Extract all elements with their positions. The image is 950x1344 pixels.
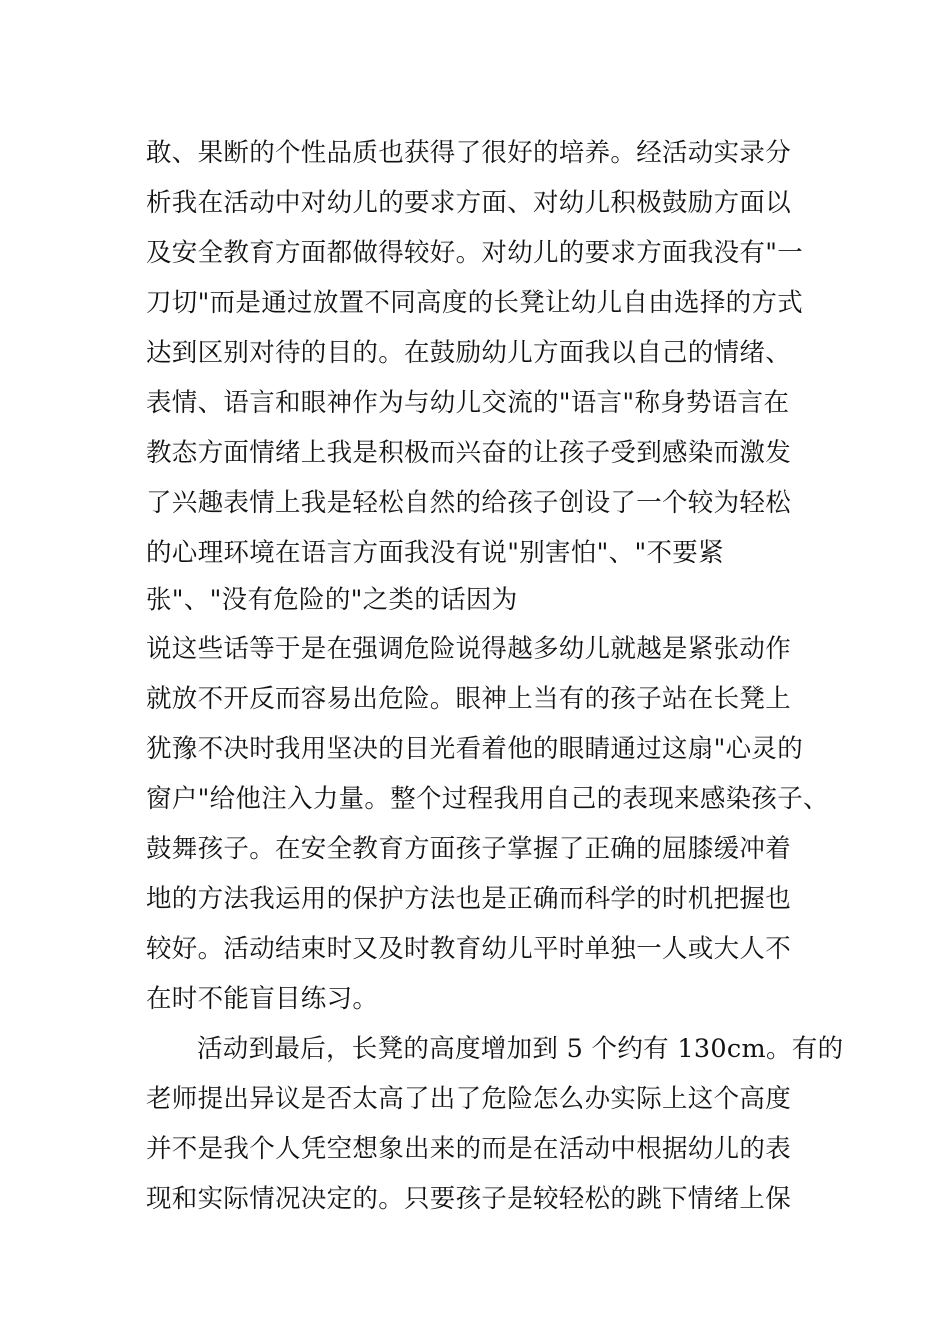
text-line: 并不是我个人凭空想象出来的而是在活动中根据幼儿的表 <box>146 1134 792 1164</box>
text-line: 犹豫不决时我用坚决的目光看着他的眼睛通过这扇"心灵的 <box>146 734 804 764</box>
text-line: 较好。活动结束时又及时教育幼儿平时单独一人或大人不 <box>146 934 792 964</box>
text-line: 析我在活动中对幼儿的要求方面、对幼儿积极鼓励方面以 <box>146 188 792 218</box>
text-line: 达到区别对待的目的。在鼓励幼儿方面我以自己的情绪、 <box>146 338 792 368</box>
text-line: 张"、"没有危险的"之类的话因为 <box>146 585 518 615</box>
text-line: 表情、语言和眼神作为与幼儿交流的"语言"称身势语言在 <box>146 388 790 418</box>
text-line: 窗户"给他注入力量。整个过程我用自己的表现来感染孩子、 <box>146 784 829 814</box>
text-line: 及安全教育方面都做得较好。对幼儿的要求方面我没有"一 <box>146 238 804 268</box>
text-line: 地的方法我运用的保护方法也是正确而科学的时机把握也 <box>146 884 792 914</box>
text-line: 敢、果断的个性品质也获得了很好的培养。经活动实录分 <box>146 138 792 168</box>
text-line: 就放不开反而容易出危险。眼神上当有的孩子站在长凳上 <box>146 684 792 714</box>
text-line: 鼓舞孩子。在安全教育方面孩子掌握了正确的屈膝缓冲着 <box>146 834 792 864</box>
text-line: 老师提出异议是否太高了出了危险怎么办实际上这个高度 <box>146 1084 792 1114</box>
text-line: 了兴趣表情上我是轻松自然的给孩子创设了一个较为轻松 <box>146 488 792 518</box>
text-line: 教态方面情绪上我是积极而兴奋的让孩子受到感染而激发 <box>146 438 792 468</box>
text-line: 刀切"而是通过放置不同高度的长凳让幼儿自由选择的方式 <box>146 288 804 318</box>
text-line: 在时不能盲目练习。 <box>146 984 379 1014</box>
text-line: 说这些话等于是在强调危险说得越多幼儿就越是紧张动作 <box>146 634 792 664</box>
text-line: 活动到最后，长凳的高度增加到 5 个约有 130cm。有的 <box>197 1034 844 1064</box>
text-line: 现和实际情况决定的。只要孩子是较轻松的跳下情绪上保 <box>146 1184 792 1214</box>
text-line: 的心理环境在语言方面我没有说"别害怕"、"不要紧 <box>146 538 724 568</box>
